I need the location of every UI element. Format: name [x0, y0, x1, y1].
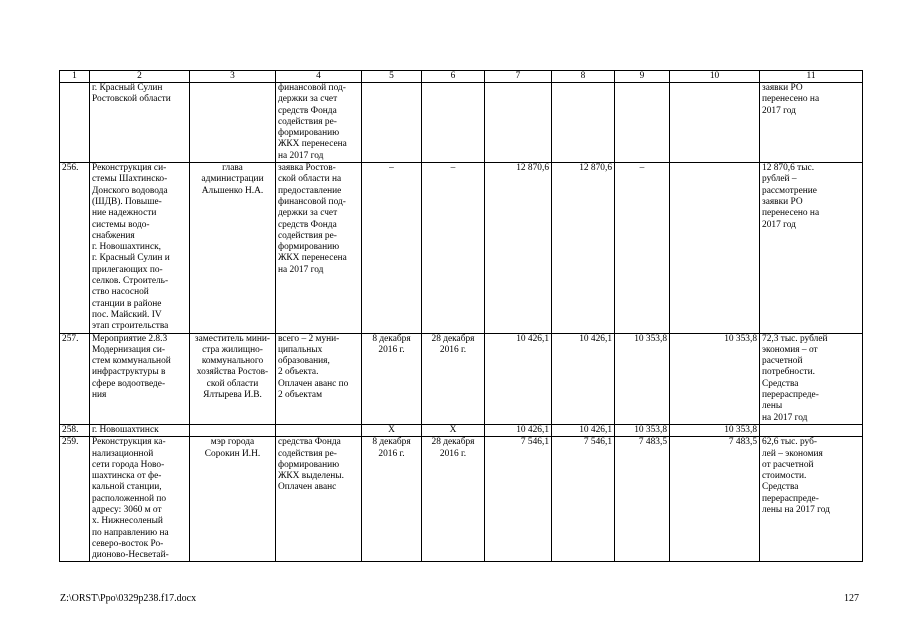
responsible: глава администрации Альшенко Н.А. — [190, 163, 276, 333]
note: заявки РО перенесено на 2017 год — [760, 83, 863, 163]
value-col8: 7 546,1 — [552, 437, 615, 562]
col-header-7: 7 — [485, 71, 552, 83]
date-start — [362, 83, 422, 163]
page-number: 127 — [844, 593, 859, 604]
col-header-10: 10 — [670, 71, 760, 83]
row-number — [60, 83, 90, 163]
value-col7: 10 426,1 — [485, 333, 552, 424]
date-end: – — [422, 163, 485, 333]
table-row — [60, 424, 863, 436]
col-header-6: 6 — [422, 71, 485, 83]
col-header-1: 1 — [60, 71, 90, 83]
responsible — [190, 83, 276, 163]
value-col8: 12 870,6 — [552, 163, 615, 333]
value-col9: – — [615, 163, 670, 333]
row-number: 257. — [60, 333, 90, 424]
col-header-2: 2 — [90, 71, 190, 83]
col-header-3: 3 — [190, 71, 276, 83]
value-col7: 12 870,6 — [485, 163, 552, 333]
date-end: 28 декабря 2016 г. — [422, 333, 485, 424]
col-header-9: 9 — [615, 71, 670, 83]
object-name: г. Новошахтинск — [90, 424, 190, 436]
row-number: 259. — [60, 437, 90, 562]
value-col8: 10 426,1 — [552, 333, 615, 424]
date-end — [422, 83, 485, 163]
status: заявка Ростов- ской области на предоставление финансовой под- держки за счет средств Фонда содействия ре- формированию ЖКХ перенесена на 2017 год — [276, 163, 362, 333]
value-col7 — [485, 83, 552, 163]
value-col9 — [615, 83, 670, 163]
note: 72,3 тыс. рублей экономия – от расчетной потребности. Средства перераспреде- лены на 2017 год — [760, 333, 863, 424]
status: всего – 2 муни- ципальных образования, 2 объекта. Оплачен аванс по 2 объектам — [276, 333, 362, 424]
col-header-11: 11 — [760, 71, 863, 83]
date-end: X — [422, 424, 485, 436]
table-row — [60, 163, 863, 333]
col-header-8: 8 — [552, 71, 615, 83]
responsible: мэр города Сорокин И.Н. — [190, 437, 276, 562]
value-col9: 10 353,8 — [615, 333, 670, 424]
date-start: 8 декабря 2016 г. — [362, 437, 422, 562]
date-start: X — [362, 424, 422, 436]
header-row — [60, 71, 863, 83]
object-name: г. Красный Сулин Ростовской области — [90, 83, 190, 163]
responsible — [190, 424, 276, 436]
table-row — [60, 333, 863, 424]
row-number: 256. — [60, 163, 90, 333]
object-name: Реконструкция ка- нализационной сети города Ново- шахтинска от фе- кальной станции, расположенной по адресу: 3060 м от х. Нижнесоленый по направлению на северо-восток Ро- дионово-Несветай- — [90, 437, 190, 562]
status: финансовой под- держки за счет средств Фонда содействия ре- формированию ЖКХ перенесена на 2017 год — [276, 83, 362, 163]
value-col9: 10 353,8 — [615, 424, 670, 436]
value-col10 — [670, 83, 760, 163]
note — [760, 424, 863, 436]
object-name: Реконструкция си- стемы Шахтинско- Донского водовода (ШДВ). Повыше- ние надежности системы водо- снабжения г. Новошахтинск, г. Красный Сулин и прилегающих по- селков. Строитель- ство насосной станции в районе пос. Майский. IV этап строительства — [90, 163, 190, 333]
value-col8: 10 426,1 — [552, 424, 615, 436]
status — [276, 424, 362, 436]
value-col8 — [552, 83, 615, 163]
value-col10: 10 353,8 — [670, 333, 760, 424]
value-col10: 7 483,5 — [670, 437, 760, 562]
row-number: 258. — [60, 424, 90, 436]
status: средства Фонда содействия ре- формированию ЖКХ выделены. Оплачен аванс — [276, 437, 362, 562]
table-row — [60, 83, 863, 163]
object-name: Мероприятие 2.8.3 Модернизация си- стем коммунальной инфраструктуры в сфере водоотведе- ния — [90, 333, 190, 424]
value-col10 — [670, 163, 760, 333]
file-path: Z:\ORST\Ppo\0329p238.f17.docx — [60, 593, 197, 604]
note: 62,6 тыс. руб- лей – экономия от расчетной стоимости. Средства перераспреде- лены на 2017 год — [760, 437, 863, 562]
value-col10: 10 353,8 — [670, 424, 760, 436]
value-col9: 7 483,5 — [615, 437, 670, 562]
table-row — [60, 437, 863, 562]
date-start: 8 декабря 2016 г. — [362, 333, 422, 424]
date-start: – — [362, 163, 422, 333]
value-col7: 10 426,1 — [485, 424, 552, 436]
date-end: 28 декабря 2016 г. — [422, 437, 485, 562]
col-header-4: 4 — [276, 71, 362, 83]
responsible: заместитель мини- стра жилищно- коммунального хозяйства Ростов- ской области Ялтырева И.В. — [190, 333, 276, 424]
note: 12 870,6 тыс. рублей – рассмотрение заявки РО перенесено на 2017 год — [760, 163, 863, 333]
col-header-5: 5 — [362, 71, 422, 83]
report-table — [59, 70, 863, 562]
value-col7: 7 546,1 — [485, 437, 552, 562]
